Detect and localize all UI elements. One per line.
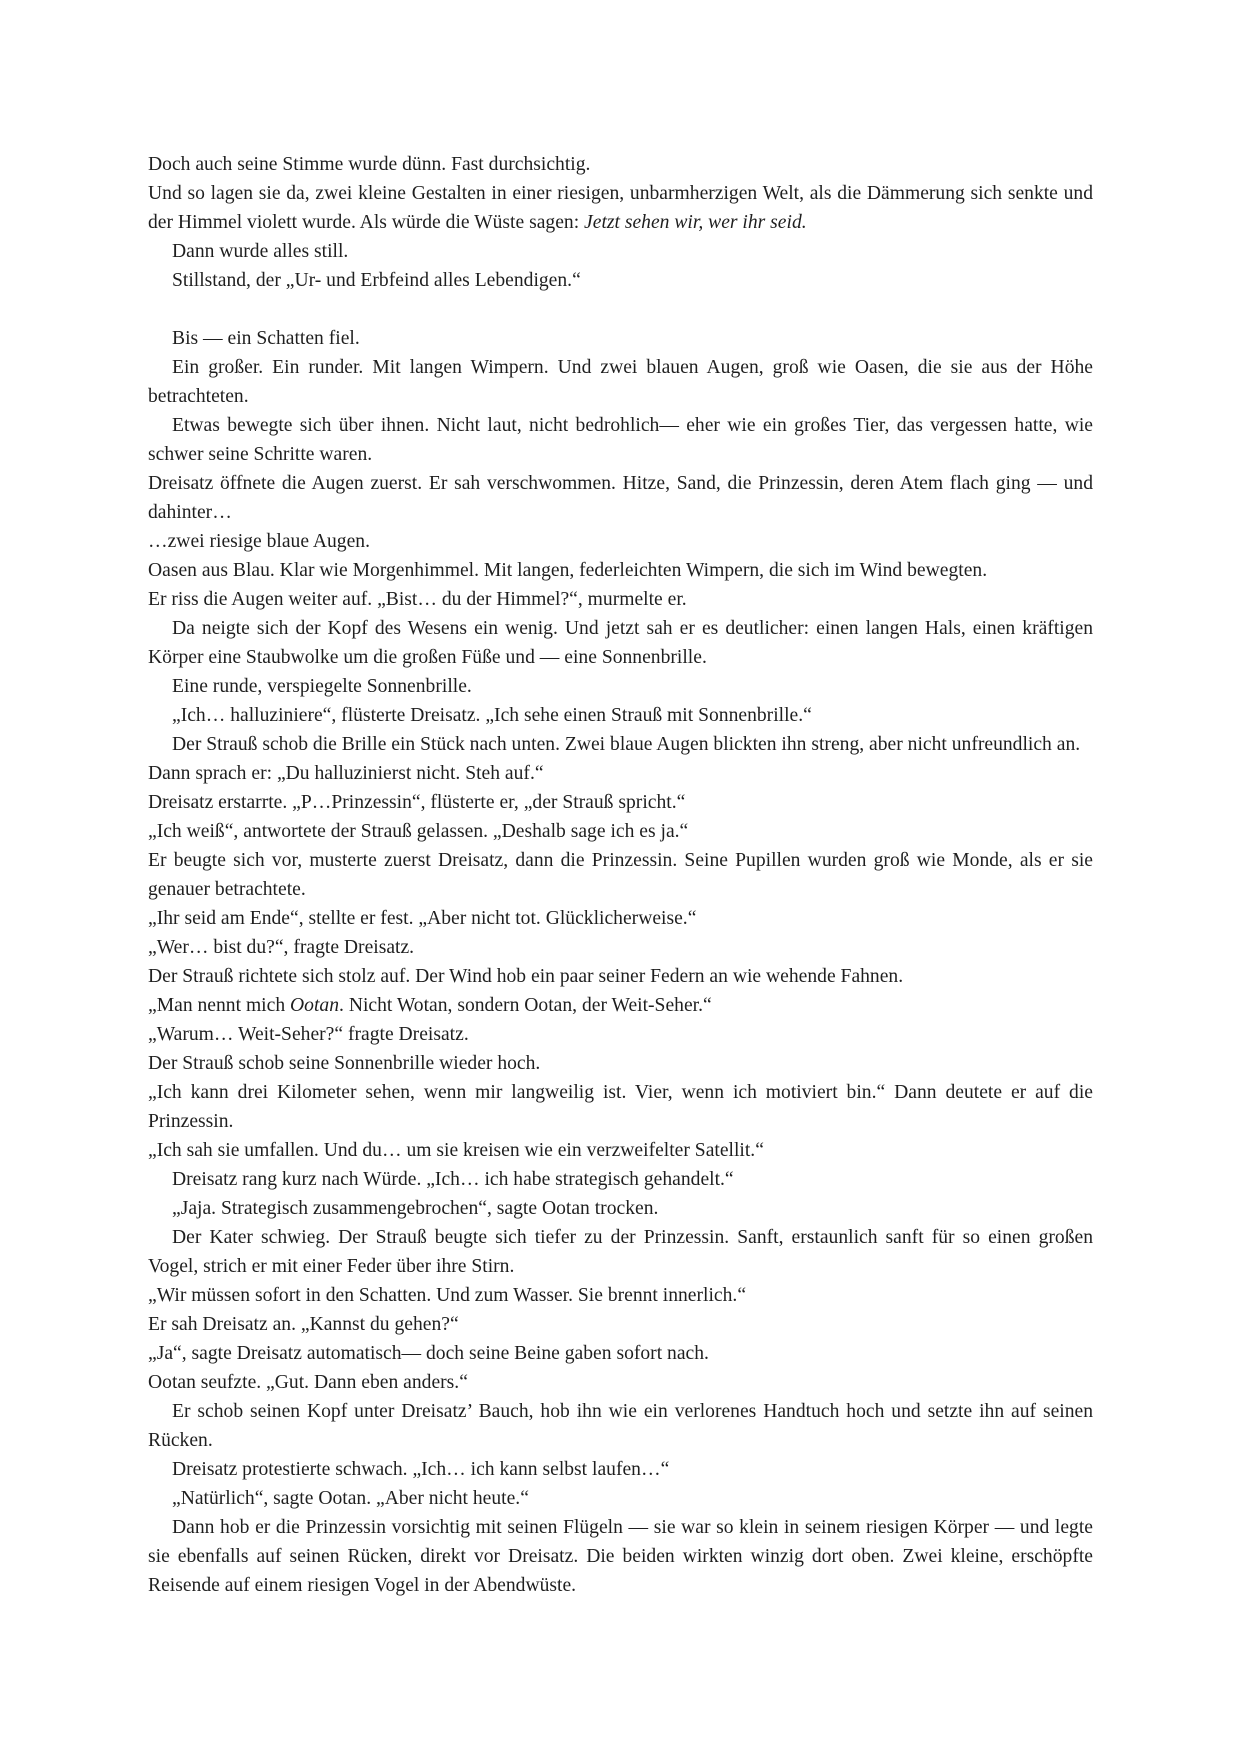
paragraph (148, 788, 1093, 817)
paragraph-text: Dreisatz öffnete die Augen zuerst. Er sah verschwommen. Hitze, Sand, die Prinzessin, deren Atem flach ging — und dahinter… (148, 473, 1093, 523)
italic-text: Ootan (290, 995, 340, 1016)
paragraph (148, 817, 1093, 846)
paragraph-text: Stillstand, der „Ur- und Erbfeind alles Lebendigen.“ (172, 270, 581, 291)
paragraph-text: Etwas bewegte sich über ihnen. Nicht laut, nicht bedrohlich— eher wie ein großes Tier, das vergessen hatte, wie schwer seine Schritte waren. (148, 415, 1093, 465)
paragraph (148, 1223, 1093, 1281)
paragraph-text: Und so lagen sie da, zwei kleine Gestalten in einer riesigen, unbarmherzigen Welt, als die Dämmerung sich senkte und der Himmel violett wurde. Als würde die Wüste sagen: (148, 183, 1093, 233)
paragraph-text: Doch auch seine Stimme wurde dünn. Fast durchsichtig. (148, 154, 591, 175)
paragraph (148, 614, 1093, 672)
paragraph (148, 1136, 1093, 1165)
paragraph-text: …zwei riesige blaue Augen. (148, 531, 370, 552)
paragraph (148, 1020, 1093, 1049)
blank-line (148, 295, 1093, 324)
paragraph (148, 585, 1093, 614)
paragraph (148, 1513, 1093, 1600)
paragraph (148, 1484, 1093, 1513)
italic-text: Jetzt sehen wir, wer ihr seid. (584, 212, 807, 233)
paragraph-text: „Ich sah sie umfallen. Und du… um sie kreisen wie ein verzweifelter Satellit.“ (148, 1140, 764, 1161)
paragraph-text: Eine runde, verspiegelte Sonnenbrille. (172, 676, 472, 697)
paragraph-text: „Ich… halluziniere“, flüsterte Dreisatz. „Ich sehe einen Strauß mit Sonnenbrille.“ (172, 705, 812, 726)
paragraph-text: Oasen aus Blau. Klar wie Morgenhimmel. Mit langen, federleichten Wimpern, die sich im Wind bewegten. (148, 560, 988, 581)
paragraph-text: Er beugte sich vor, musterte zuerst Dreisatz, dann die Prinzessin. Seine Pupillen wurden groß wie Monde, als er sie genauer betrachtete. (148, 850, 1093, 900)
paragraph-text: „Natürlich“, sagte Ootan. „Aber nicht heute.“ (172, 1488, 529, 1509)
paragraph (148, 672, 1093, 701)
paragraph-text: „Ja“, sagte Dreisatz automatisch— doch seine Beine gaben sofort nach. (148, 1343, 709, 1364)
paragraph-text: Bis — ein Schatten fiel. (172, 328, 360, 349)
paragraph-text: Der Strauß schob seine Sonnenbrille wieder hoch. (148, 1053, 541, 1074)
paragraph-text: Der Strauß richtete sich stolz auf. Der Wind hob ein paar seiner Federn an wie wehende Fahnen. (148, 966, 904, 987)
paragraph (148, 1310, 1093, 1339)
paragraph-text: „Ihr seid am Ende“, stellte er fest. „Aber nicht tot. Glücklicherweise.“ (148, 908, 697, 929)
paragraph-text: „Jaja. Strategisch zusammengebrochen“, sagte Ootan trocken. (172, 1198, 659, 1219)
paragraph (148, 1165, 1093, 1194)
paragraph-text: „Warum… Weit-Seher?“ fragte Dreisatz. (148, 1024, 469, 1045)
paragraph-text: Er riss die Augen weiter auf. „Bist… du der Himmel?“, murmelte er. (148, 589, 687, 610)
paragraph (148, 1339, 1093, 1368)
paragraph (148, 1194, 1093, 1223)
paragraph (148, 701, 1093, 730)
paragraph (148, 991, 1093, 1020)
paragraph-text: „Ich kann drei Kilometer sehen, wenn mir langweilig ist. Vier, wenn ich motiviert bin.“ Dann deutete er auf die Prinzessin. (148, 1082, 1093, 1132)
paragraph (148, 556, 1093, 585)
paragraph (148, 1368, 1093, 1397)
paragraph (148, 1049, 1093, 1078)
paragraph (148, 962, 1093, 991)
paragraph (148, 179, 1093, 237)
paragraph-text: Ein großer. Ein runder. Mit langen Wimpern. Und zwei blauen Augen, groß wie Oasen, die sie aus der Höhe betrachteten. (148, 357, 1093, 407)
paragraph-text: „Wir müssen sofort in den Schatten. Und zum Wasser. Sie brennt innerlich.“ (148, 1285, 747, 1306)
paragraph (148, 411, 1093, 469)
paragraph-text: „Wer… bist du?“, fragte Dreisatz. (148, 937, 415, 958)
paragraph (148, 1455, 1093, 1484)
paragraph (148, 1397, 1093, 1455)
paragraph-text: Ootan seufzte. „Gut. Dann eben anders.“ (148, 1372, 468, 1393)
paragraph-text: Der Strauß schob die Brille ein Stück nach unten. Zwei blaue Augen blickten ihn streng, aber nicht unfreundlich an. (172, 734, 1081, 755)
paragraph (148, 933, 1093, 962)
paragraph (148, 759, 1093, 788)
paragraph-text: „Man nennt mich (148, 995, 291, 1016)
paragraph-text: Der Kater schwieg. Der Strauß beugte sich tiefer zu der Prinzessin. Sanft, erstaunlich sanft für so einen großen Vogel, strich er mit einer Feder über ihre Stirn. (148, 1227, 1093, 1277)
paragraph (148, 904, 1093, 933)
paragraph-text: Da neigte sich der Kopf des Wesens ein wenig. Und jetzt sah er es deutlicher: einen langen Hals, einen kräftigen Körper eine Staubwolke um die großen Füße und — eine Sonnenbrille. (148, 618, 1093, 668)
paragraph (148, 266, 1093, 295)
paragraph-text: Er sah Dreisatz an. „Kannst du gehen?“ (148, 1314, 459, 1335)
paragraph (148, 237, 1093, 266)
paragraph-text: Dann sprach er: „Du halluzinierst nicht. Steh auf.“ (148, 763, 544, 784)
paragraph (148, 846, 1093, 904)
paragraph-text: Dreisatz protestierte schwach. „Ich… ich kann selbst laufen…“ (172, 1459, 670, 1480)
paragraph (148, 1281, 1093, 1310)
paragraph (148, 324, 1093, 353)
paragraph (148, 527, 1093, 556)
paragraph-text: „Ich weiß“, antwortete der Strauß gelassen. „Deshalb sage ich es ja.“ (148, 821, 689, 842)
paragraph-text: Dann hob er die Prinzessin vorsichtig mit seinen Flügeln — sie war so klein in seinem riesigen Körper — und legte sie ebenfalls auf seinen Rücken, direkt vor Dreisatz. Die beiden wirkten winzig dort oben. Zwei kleine, erschöpfte Reisende auf einem riesigen Vogel in der Abendwüste. (148, 1517, 1093, 1596)
paragraph (148, 469, 1093, 527)
paragraph-text: Er schob seinen Kopf unter Dreisatz’ Bauch, hob ihn wie ein verlorenes Handtuch hoch und setzte ihn auf seinen Rücken. (148, 1401, 1093, 1451)
paragraph-text: . Nicht Wotan, sondern Ootan, der Weit-Seher.“ (339, 995, 712, 1016)
document-page (148, 150, 1093, 1600)
paragraph-text: Dann wurde alles still. (172, 241, 349, 262)
paragraph-text: Dreisatz rang kurz nach Würde. „Ich… ich habe strategisch gehandelt.“ (172, 1169, 734, 1190)
paragraph (148, 150, 1093, 179)
paragraph (148, 353, 1093, 411)
paragraph-text: Dreisatz erstarrte. „P…Prinzessin“, flüsterte er, „der Strauß spricht.“ (148, 792, 686, 813)
paragraph (148, 1078, 1093, 1136)
paragraph (148, 730, 1093, 759)
